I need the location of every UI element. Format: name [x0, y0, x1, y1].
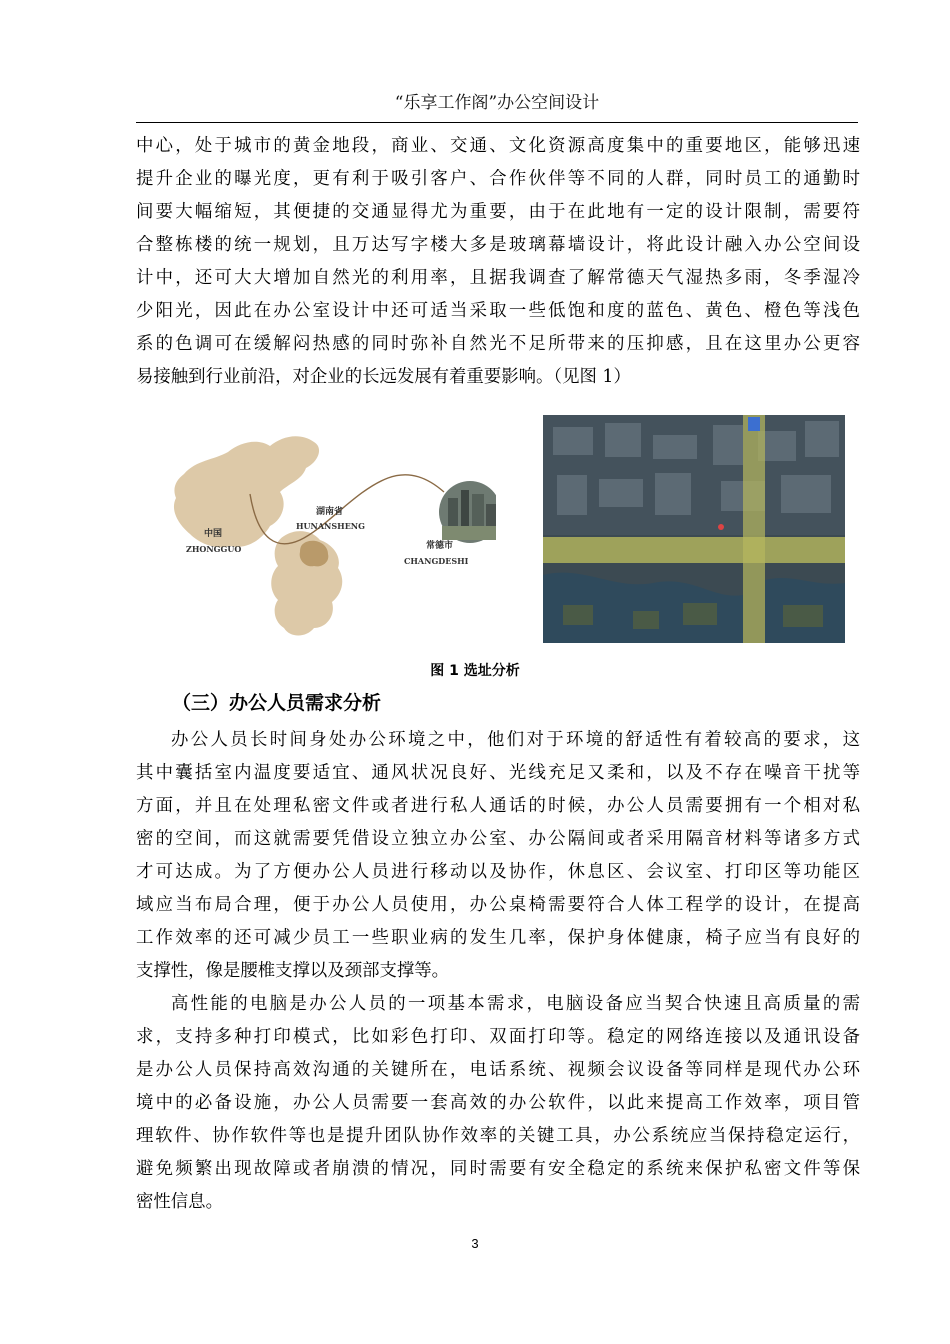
paragraph-line: 少阳光，因此在办公室设计中还可适当采取一些低饱和度的蓝色、黄色、橙色等浅色: [136, 301, 860, 321]
label-china-py: ZHONGGUO: [186, 544, 242, 554]
paragraph-line: 理软件、协作软件等也是提升团队协作效率的关键工具，办公系统应当保持稳定运行，: [136, 1126, 860, 1146]
paragraph-line: 域应当布局合理，便于办公人员使用，办公桌椅需要符合人体工程学的设计，在提高: [136, 895, 860, 915]
paragraph-line: 求，支持多种打印模式，比如彩色打印、双面打印等。稳定的网络连接以及通讯设备: [136, 1027, 860, 1047]
figure-caption: 图 1 选址分析: [430, 663, 520, 679]
paragraph-line: 方面，并且在处理私密文件或者进行私人通话的时候，办公人员需要拥有一个相对私: [136, 796, 860, 816]
needs-paragraph-2: [136, 988, 860, 1219]
satellite-site-image: [543, 415, 845, 643]
label-changde-cn: 常德市: [426, 541, 454, 551]
paragraph-line: 易接触到行业前沿，对企业的长远发展有着重要影响。（见图 1）: [136, 367, 631, 387]
paragraph-line: 工作效率的还可减少员工一些职业病的发生几率，保护身体健康，椅子应当有良好的: [136, 928, 860, 948]
label-china-cn: 中国: [204, 529, 223, 539]
location-map-illustration: [166, 432, 496, 644]
page-number: 3: [471, 1236, 479, 1251]
paragraph-line: 计中，还可大大增加自然光的利用率，且据我调查了解常德天气湿热多雨，冬季湿冷: [136, 268, 860, 288]
paragraph-line: 提升企业的曝光度，更有利于吸引客户、合作伙伴等不同的人群，同时员工的通勤时: [136, 169, 860, 189]
running-header: “乐享工作阁”办公空间设计: [136, 92, 858, 123]
paragraph-line: 境中的必备设施，办公人员需要一套高效的办公软件，以此来提高工作效率，项目管: [136, 1093, 860, 1113]
paragraph-line: 其中囊括室内温度要适宜、通风状况良好、光线充足又柔和，以及不存在噪音干扰等: [136, 763, 860, 783]
paragraph-line: 高性能的电脑是办公人员的一项基本需求，电脑设备应当契合快速且高质量的需: [171, 994, 860, 1014]
paragraph-line: 是办公人员保持高效沟通的关键所在，电话系统、视频会议设备等同样是现代办公环: [136, 1060, 860, 1080]
paragraph-line: 支撑性，像是腰椎支撑以及颈部支撑等。: [136, 961, 450, 981]
paragraph-line: 间要大幅缩短，其便捷的交通显得尤为重要，由于在此地有一定的设计限制，需要符: [136, 202, 860, 222]
paragraph-line: 密性信息。: [136, 1192, 223, 1212]
paragraph-line: 系的色调可在缓解闷热感的同时弥补自然光不足所带来的压抑感，且在这里办公更容: [136, 334, 860, 354]
intro-paragraph: [136, 130, 860, 394]
section-heading: （三）办公人员需求分析: [172, 692, 382, 714]
paragraph-line: 避免频繁出现故障或者崩溃的情况，同时需要有安全稳定的系统来保护私密文件等保: [136, 1159, 860, 1179]
paragraph-line: 中心，处于城市的黄金地段，商业、交通、文化资源高度集中的重要地区，能够迅速: [136, 136, 860, 156]
paragraph-line: 才可达成。为了方便办公人员进行移动以及协作，休息区、会议室、打印区等功能区: [136, 862, 860, 882]
changde-photo-circle: [439, 481, 496, 543]
label-hunan-py: HUNANSHENG: [296, 521, 365, 531]
label-changde-py: CHANGDESHI: [404, 556, 469, 566]
label-hunan-cn: 湖南省: [316, 507, 344, 517]
paragraph-line: 办公人员长时间身处办公环境之中，他们对于环境的舒适性有着较高的要求，这: [171, 730, 860, 750]
needs-paragraph-1: [136, 724, 860, 988]
paragraph-line: 密的空间，而这就需要凭借设立独立办公室、办公隔间或者采用隔音材料等诸多方式: [136, 829, 860, 849]
paragraph-line: 合整栋楼的统一规划，且万达写字楼大多是玻璃幕墙设计，将此设计融入办公空间设: [136, 235, 860, 255]
